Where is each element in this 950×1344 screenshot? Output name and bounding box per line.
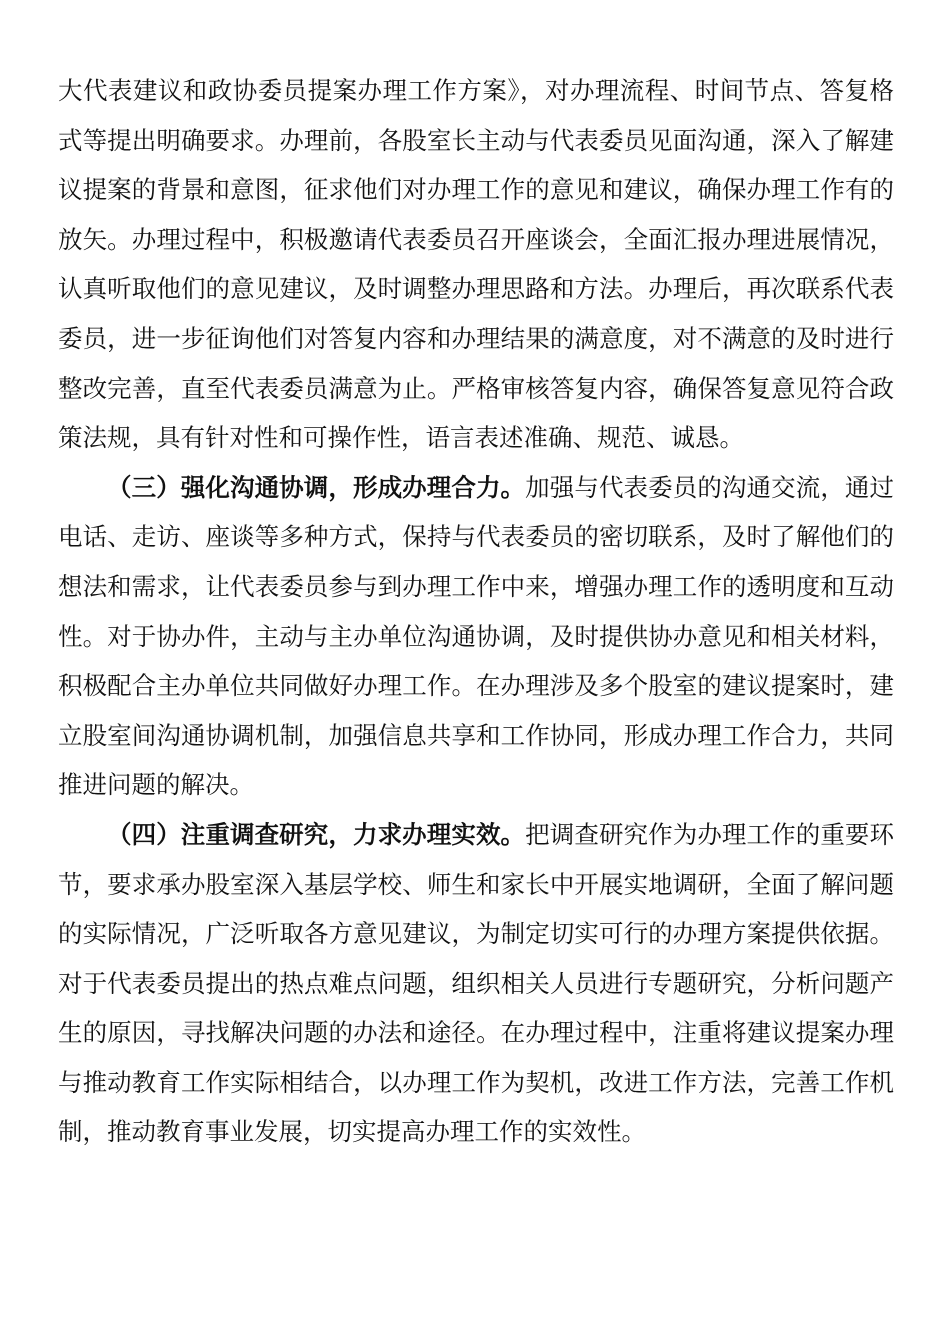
document-page [58, 66, 894, 1157]
paragraph-text: 大代表建议和政协委员提案办理工作方案》，对办理流程、时间节点、答复格式等提出明确要求。办理前，各股室长主动与代表委员见面沟通，深入了解建议提案的背景和意图，征求他们对办理工作的意见和建议，确保办理工作有的放矢。办理过程中，积极邀请代表委员召开座谈会，全面汇报办理进展情况，认真听取他们的意见建议，及时调整办理思路和方法。办理后，再次联系代表委员，进一步征询他们对答复内容和办理结果的满意度，对不满意的及时进行整改完善，直至代表委员满意为止。严格审核答复内容，确保答复意见符合政策法规，具有针对性和可操作性，语言表述准确、规范、诚恳。 [58, 76, 894, 453]
paragraph-section-3 [58, 463, 894, 810]
paragraph-text: 加强与代表委员的沟通交流，通过电话、走访、座谈等多种方式，保持与代表委员的密切联系，及时了解他们的想法和需求，让代表委员参与到办理工作中来，增强办理工作的透明度和互动性。对于协办件，主动与主办单位沟通协调，及时提供协办意见和相关材料，积极配合主办单位共同做好办理工作。在办理涉及多个股室的建议提案时，建立股室间沟通协调机制，加强信息共享和工作协同，形成办理工作合力，共同推进问题的解决。 [58, 472, 895, 800]
section-heading: （四）注重调查研究，力求办理实效。 [107, 819, 526, 849]
paragraph-text: 把调查研究作为办理工作的重要环节，要求承办股室深入基层学校、师生和家长中开展实地调研，全面了解问题的实际情况，广泛听取各方意见建议，为制定切实可行的办理方案提供依据。对于代表委员提出的热点难点问题，组织相关人员进行专题研究，分析问题产生的原因，寻找解决问题的办法和途径。在办理过程中，注重将建议提案办理与推动教育工作实际相结合，以办理工作为契机，改进工作方法，完善工作机制，推动教育事业发展，切实提高办理工作的实效性。 [58, 819, 895, 1147]
section-heading: （三）强化沟通协调，形成办理合力。 [107, 472, 526, 502]
paragraph-section-4 [58, 810, 894, 1157]
paragraph-continuation [58, 66, 894, 463]
